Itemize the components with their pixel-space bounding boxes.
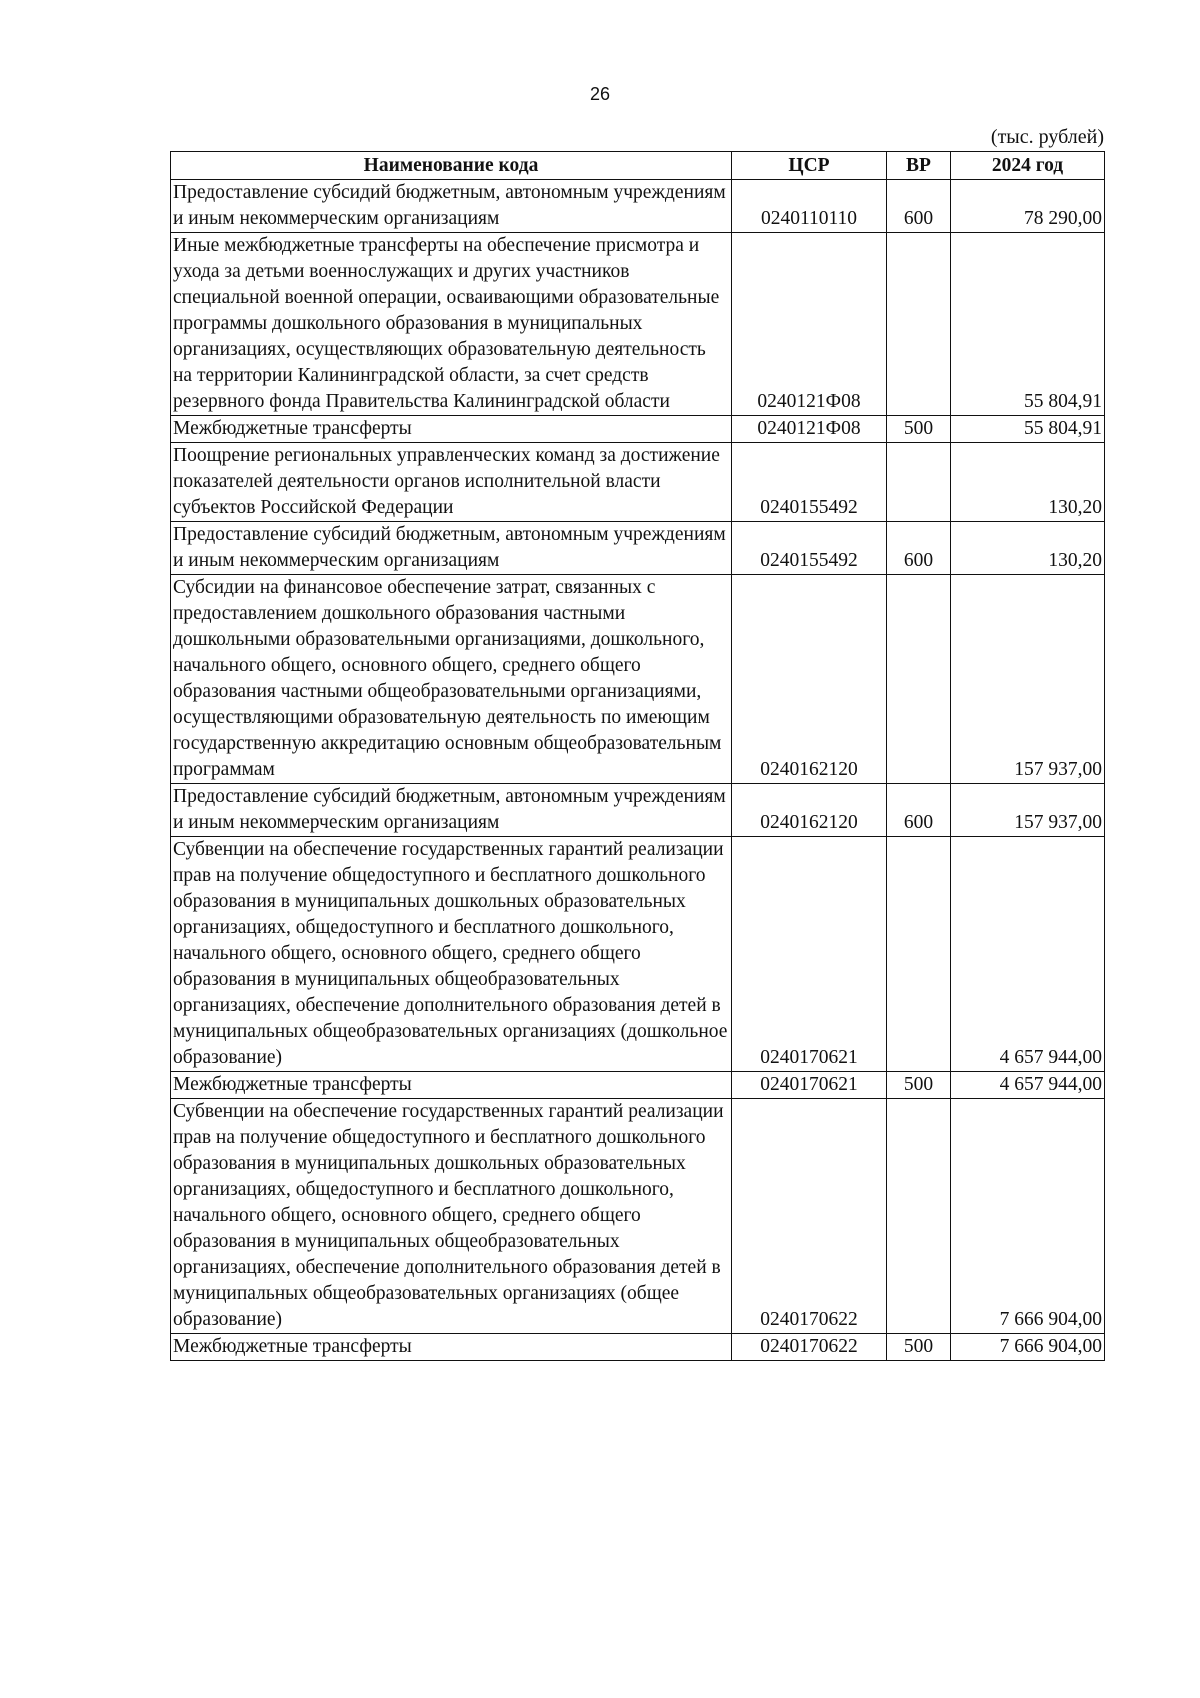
table-header xyxy=(171,152,1105,180)
header-vr: ВР xyxy=(887,152,951,180)
row-amount: 130,20 xyxy=(951,522,1105,575)
table-row xyxy=(171,180,1105,233)
row-csr: 0240170622 xyxy=(732,1099,887,1334)
row-name: Межбюджетные трансферты xyxy=(171,1072,732,1099)
row-csr: 0240110110 xyxy=(732,180,887,233)
row-vr: 500 xyxy=(887,416,951,443)
budget-table xyxy=(170,151,1105,1361)
row-amount: 157 937,00 xyxy=(951,784,1105,837)
row-name: Межбюджетные трансферты xyxy=(171,1334,732,1361)
table-row xyxy=(171,522,1105,575)
row-csr: 0240170621 xyxy=(732,1072,887,1099)
row-vr xyxy=(887,233,951,416)
table-row xyxy=(171,443,1105,522)
table-row xyxy=(171,575,1105,784)
row-amount: 7 666 904,00 xyxy=(951,1334,1105,1361)
row-amount: 7 666 904,00 xyxy=(951,1099,1105,1334)
row-vr: 600 xyxy=(887,522,951,575)
row-name: Иные межбюджетные трансферты на обеспечение присмотра и ухода за детьми военнослужащих и других участников специальной военной операции, осваивающими образовательные программы дошкольного образования в муниципальных организациях, осуществляющих образовательную деятельность на территории Калининградской области, за счет средств резервного фонда Правительства Калининградской области xyxy=(171,233,732,416)
row-name: Субсидии на финансовое обеспечение затрат, связанных с предоставлением дошкольного образования частными дошкольными образовательными организациями, дошкольного, начального общего, основного общего, среднего общего образования частными общеобразовательными организациями, осуществляющими образовательную деятельность по имеющим государственную аккредитацию основным общеобразовательным программам xyxy=(171,575,732,784)
row-name: Поощрение региональных управленческих команд за достижение показателей деятельности органов исполнительной власти субъектов Российской Федерации xyxy=(171,443,732,522)
table-row xyxy=(171,233,1105,416)
row-amount: 157 937,00 xyxy=(951,575,1105,784)
row-name: Предоставление субсидий бюджетным, автономным учреждениям и иным некоммерческим организациям xyxy=(171,522,732,575)
header-csr: ЦСР xyxy=(732,152,887,180)
header-row xyxy=(171,152,1105,180)
row-amount: 130,20 xyxy=(951,443,1105,522)
row-csr: 0240170621 xyxy=(732,837,887,1072)
row-vr xyxy=(887,837,951,1072)
row-vr xyxy=(887,1099,951,1334)
row-csr: 0240162120 xyxy=(732,575,887,784)
row-amount: 55 804,91 xyxy=(951,416,1105,443)
row-amount: 55 804,91 xyxy=(951,233,1105,416)
row-csr: 0240121Ф08 xyxy=(732,416,887,443)
header-year: 2024 год xyxy=(951,152,1105,180)
row-name: Субвенции на обеспечение государственных гарантий реализации прав на получение общедоступного и бесплатного дошкольного образования в муниципальных дошкольных образовательных организациях, общедоступного и бесплатного дошкольного, начального общего, основного общего, среднего общего образования в муниципальных общеобразовательных организациях, обеспечение дополнительного образования детей в муниципальных общеобразовательных организациях (дошкольное образование) xyxy=(171,837,732,1072)
row-csr: 0240170622 xyxy=(732,1334,887,1361)
row-vr: 600 xyxy=(887,784,951,837)
units-label: (тыс. рублей) xyxy=(990,126,1104,148)
row-vr xyxy=(887,443,951,522)
header-name: Наименование кода xyxy=(171,152,732,180)
table-row xyxy=(171,1334,1105,1361)
table-body xyxy=(171,180,1105,1361)
row-name: Предоставление субсидий бюджетным, автономным учреждениям и иным некоммерческим организациям xyxy=(171,180,732,233)
row-csr: 0240162120 xyxy=(732,784,887,837)
row-vr: 500 xyxy=(887,1334,951,1361)
row-amount: 4 657 944,00 xyxy=(951,837,1105,1072)
table-row xyxy=(171,784,1105,837)
row-csr: 0240155492 xyxy=(732,522,887,575)
row-csr: 0240121Ф08 xyxy=(732,233,887,416)
row-name: Субвенции на обеспечение государственных гарантий реализации прав на получение общедоступного и бесплатного дошкольного образования в муниципальных дошкольных образовательных организациях, общедоступного и бесплатного дошкольного, начального общего, основного общего, среднего общего образования в муниципальных общеобразовательных организациях, обеспечение дополнительного образования детей в муниципальных общеобразовательных организациях (общее образование) xyxy=(171,1099,732,1334)
table-row xyxy=(171,837,1105,1072)
row-name: Межбюджетные трансферты xyxy=(171,416,732,443)
table-row xyxy=(171,1099,1105,1334)
row-csr: 0240155492 xyxy=(732,443,887,522)
row-vr xyxy=(887,575,951,784)
table-row xyxy=(171,416,1105,443)
row-vr: 600 xyxy=(887,180,951,233)
row-amount: 4 657 944,00 xyxy=(951,1072,1105,1099)
row-amount: 78 290,00 xyxy=(951,180,1105,233)
row-vr: 500 xyxy=(887,1072,951,1099)
page-number: 26 xyxy=(589,84,611,104)
table-row xyxy=(171,1072,1105,1099)
row-name: Предоставление субсидий бюджетным, автономным учреждениям и иным некоммерческим организациям xyxy=(171,784,732,837)
